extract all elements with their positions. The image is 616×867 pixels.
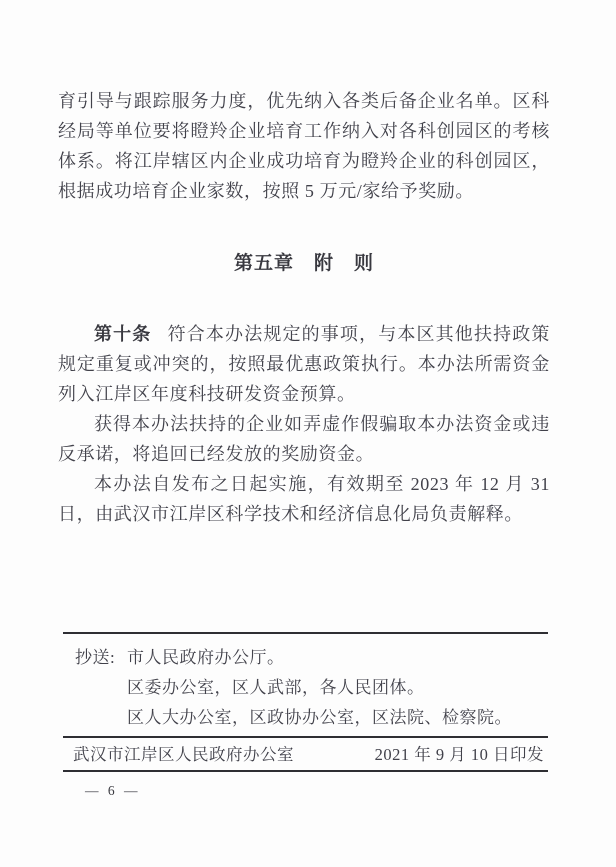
issuance-row <box>63 738 548 772</box>
page-number: — 6 — <box>85 783 141 798</box>
cc-recipients-line-1: 市人民政府办公厅。 <box>127 648 285 667</box>
article-10-paragraph <box>58 319 550 409</box>
issuing-office: 武汉市江岸区人民政府办公室 <box>73 745 294 764</box>
cc-recipients-line-2: 区委办公室，区人武部，各人民团体。 <box>127 678 425 697</box>
article-10-label: 第十条 <box>94 324 152 344</box>
document-body <box>58 86 550 529</box>
effective-date-paragraph: 本办法自发布之日起实施，有效期至 2023 年 12 月 31 日，由武汉市江岸区科学技术和经济信息化局负责解释。 <box>58 474 550 524</box>
cc-recipients-line-3: 区人大办公室，区政协办公室，区法院、检察院。 <box>127 708 512 727</box>
opening-paragraph: 育引导与跟踪服务力度，优先纳入各类后备企业名单。区科经局等单位要将瞪羚企业培育工作纳入对各科创园区的考核体系。将江岸辖区内企业成功培育为瞪羚企业的科创园区，根据成功培育企业家数，按照 5 万元/家给予奖励。 <box>58 91 550 201</box>
cc-label: 抄送: <box>75 648 116 667</box>
clawback-paragraph: 获得本办法扶持的企业如弄虚作假骗取本办法资金或违反承诺，将追回已经发放的奖励资金。 <box>58 414 550 464</box>
document-footer-section <box>63 632 548 799</box>
cc-block <box>63 632 548 738</box>
article-10-text: 符合本办法规定的事项，与本区其他扶持政策规定重复或冲突的，按照最优惠政策执行。本办法所需资金列入江岸区年度科技研发资金预算。 <box>58 324 550 404</box>
print-date: 2021 年 9 月 10 日印发 <box>374 745 544 764</box>
chapter-heading: 第五章 附 则 <box>233 253 374 274</box>
cc-line <box>75 643 548 673</box>
